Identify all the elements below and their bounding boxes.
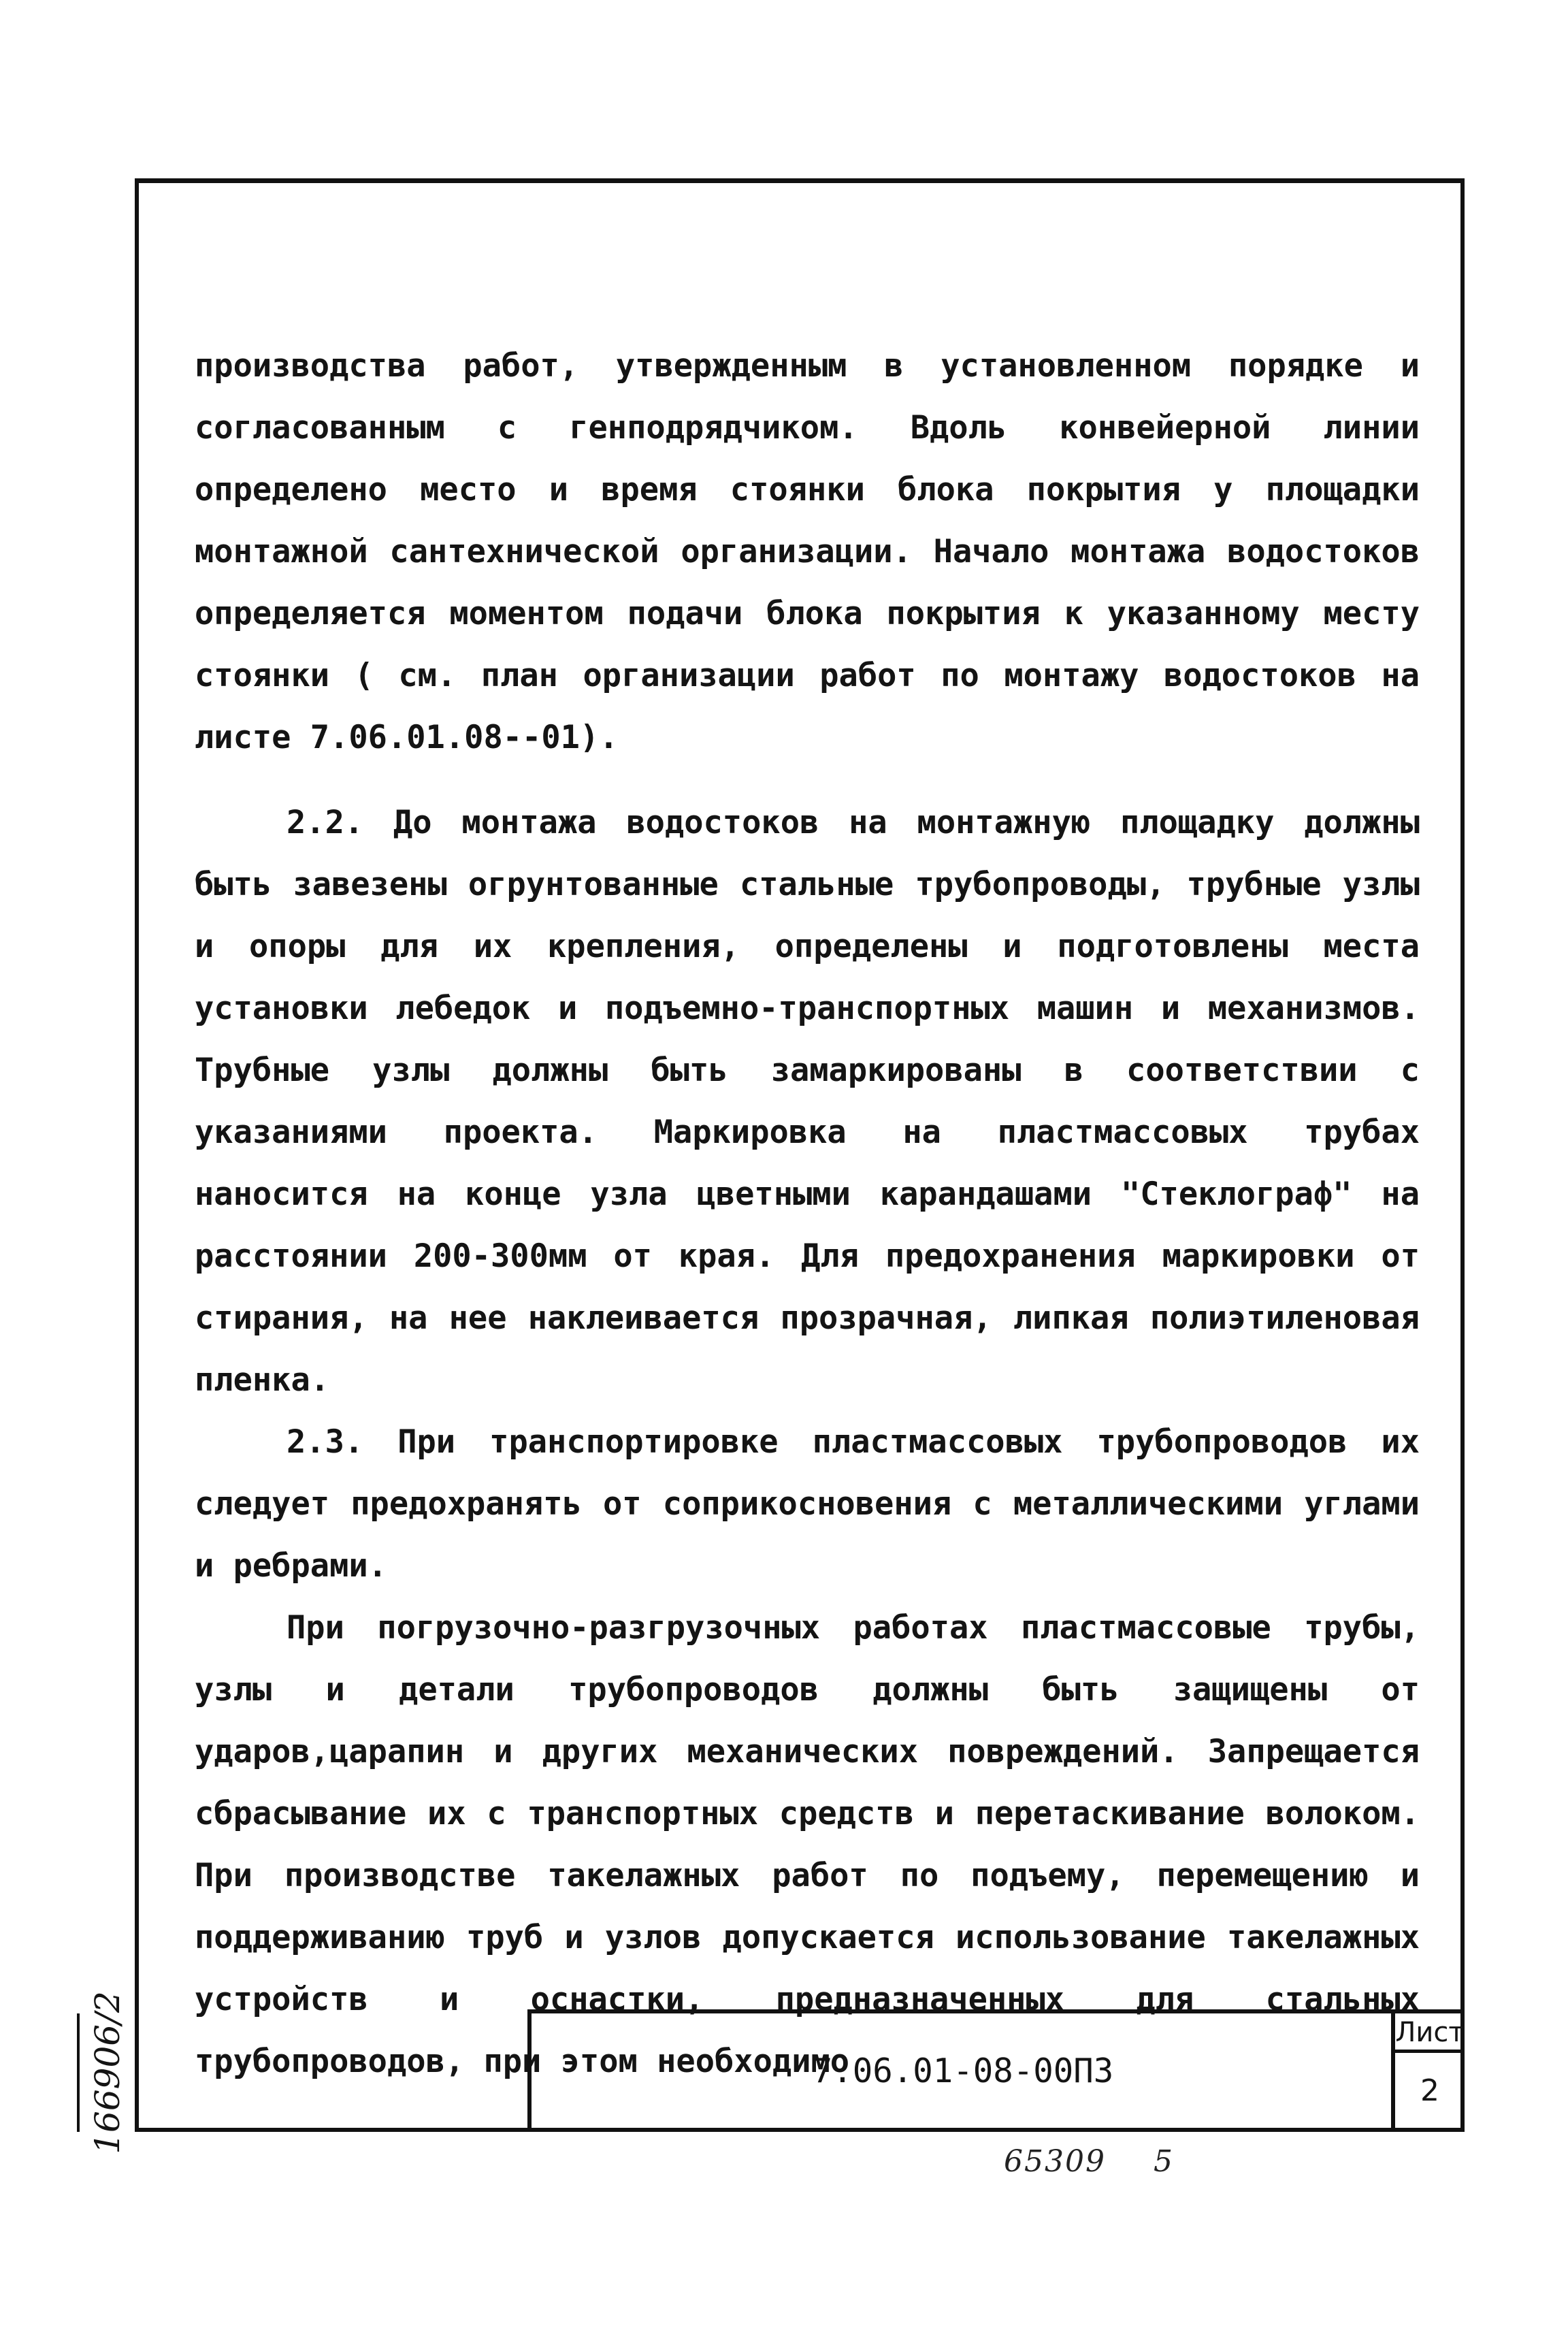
footer-page: 5: [1153, 2144, 1174, 2179]
inventory-number: 166906/2: [88, 1991, 127, 2154]
sheet-cell: [1391, 2013, 1465, 2128]
title-block: [527, 2009, 1465, 2128]
paragraph-2-2: 2.2. До монтажа водостоков на монтажную площадку должны быть завезены огрунтованные стальные трубопроводы, трубные узлы и опоры для их крепления, определены и подготовлены места установки лебедок и подъемно-транспортных машин и механизмов. Трубные узлы должны быть замаркированы в соответствии с указаниями проекта. Маркировка на пластмассовых трубах наносится на конце узла цветными карандашами "Стеклограф" на расстоянии 200-300мм от края. Для предохранения маркировки от стирания, на нее наклеивается прозрачная, липкая полиэтиленовая пленка.: [195, 804, 1420, 1399]
footer-number: 65309: [1004, 2144, 1106, 2179]
paragraph-loading: При погрузочно-разгрузочных работах пластмассовые трубы, узлы и детали трубопроводов должны быть защищены от ударов,царапин и других механических повреждений. Запрещается сбрасывание их с транспортных средств и перетаскивание волоком. При производстве такелажных работ по подъему, перемещению и поддерживанию труб и узлов допускается использование такелажных устройств и оснастки, предназначенных для стальных трубопроводов, при этом необходимо: [195, 1609, 1420, 2080]
footer-note: [1004, 2144, 1222, 2179]
document-code: 7.06.01-08-00ПЗ: [812, 2051, 1114, 2090]
paragraph-2-3: 2.3. При транспортировке пластмассовых трубопроводов их следует предохранять от соприкосновения с металлическими углами и ребрами.: [195, 1423, 1420, 1585]
sheet-number: 2: [1420, 2073, 1439, 2108]
paragraph-organization: производства работ, утвержденным в установленном порядке и согласованным с генподрядчиком. Вдоль конвейерной линии определено место и время стоянки блока покрытия у площадки монтажной сантехнической организации. Начало монтажа водостоков определяется моментом подачи блока покрытия к указанному месту стоянки ( см. план организации работ по монтажу водостоков на листе 7.06.01.08--01).: [195, 347, 1420, 756]
sheet-label: Лист: [1395, 2013, 1465, 2053]
body-text: [195, 335, 1420, 2092]
inventory-stamp: [77, 1991, 133, 2154]
